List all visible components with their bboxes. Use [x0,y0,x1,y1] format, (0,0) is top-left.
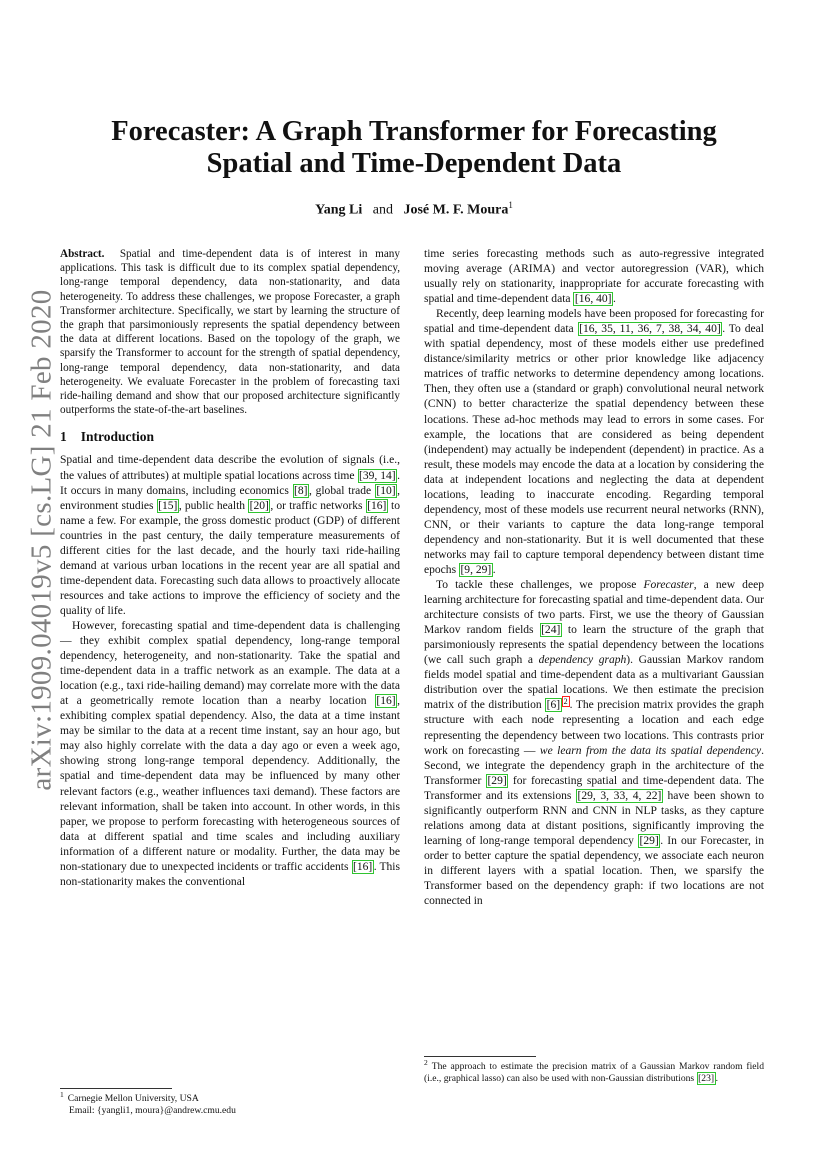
text-span: , or traffic networks [270,499,366,512]
citation-link[interactable]: [16] [367,499,387,512]
right-column [424,247,764,909]
text-span: , public health [178,499,249,512]
footnote-2: $^2$ The approach to estimate the precision matrix of a Gaussian Markov random field (i.e., graphical lasso) can also be used with non-Gaussian distributions [23] . [424,1057,764,1084]
author-jose-moura: José M. F. Moura [403,202,509,218]
section-title: Introduction [80,429,155,445]
footnote-1 [60,1089,400,1117]
footnote-link[interactable]: 2 [563,696,568,706]
text-span: for forecasting spatial and time-dependent data. The Transformer and its extensions [424,774,764,802]
abstract-label: Abstract. [60,248,105,260]
author-yang-li: Yang Li [315,202,363,218]
citation-link[interactable]: [6] [546,699,561,712]
text-span: Spatial and time-dependent data describe the evolution of signals (i.e., the values of attributes) at multiple spatial locations across time [60,454,400,482]
affiliation-text: Carnegie Mellon University, USA [67,1093,199,1104]
text-span: , global trade [309,484,375,497]
citation-link[interactable]: [16] [376,695,396,708]
section-number: 1 [60,429,67,445]
citation-link[interactable]: [15] [158,499,178,512]
text-span: have been shown to significantly outperform RNN and CNN in NLP tasks, as they capture relations among data at distant positions, significantly improving the learning of long-range temporal dependency [424,789,764,847]
citation-link[interactable]: [10] [376,484,396,497]
emphasis-learn-spatial: we learn from the data its spatial dependency [539,744,762,757]
text-span: . Second, we integrate the dependency graph in the architecture of the Transformer [424,744,764,787]
section-heading-introduction [60,429,400,444]
text-span: . It occurs in many domains, including economics [60,469,401,497]
text-span: to name a few. For example, the gross domestic product (GDP) of different countries in the past century, the daily temperature measurements of different cities for the last decade, and the hourly taxi ride-hailing demand at various urban locations in the recent year are all spatial and time-dependent data. Forecasting such data allows to proactively allocate resources and take actions to improve the efficiency of society and the quality of life. [60,499,400,617]
footnote-mark: 2 [424,1057,428,1067]
title-line-1: Forecaster: A Graph Transformer for Forecasting [111,116,717,147]
footnote-2-text: The approach to estimate the precision matrix of a Gaussian Markov random field (i.e., graphical lasso) can also be used with non-Gaussian distributions [424,1061,764,1084]
citation-link[interactable]: [29] [639,834,659,847]
citation-link[interactable]: [29] [487,774,507,787]
footnote-rule-right [424,1056,536,1057]
text-span: However, forecasting spatial and time-dependent data is challenging — they exhibit complex spatial dependency, long-range temporal dependency, heterogeneity, and non-stationarity. Take the spatial and time-dependent data in a traffic network as an example. The data at a location (e.g., taxi ride-hailing demand) may correlate more with the data at a geometrically remote location than a nearby location [60,620,400,708]
intro-paragraph-4 [424,307,764,578]
footnote-mark: 1 [60,1089,64,1099]
text-span: time series forecasting methods such as auto-regressive integrated moving average (ARIMA) and vector autoregression (VAR), which usually rely on stationarity, inappropriate for accurate forecasting with spatial and time-dependent data [424,248,764,306]
arxiv-identifier: arXiv:1909.04019v5 [cs.LG] 21 Feb 2020 [25,289,58,791]
text-span: . The precision matrix provides the graph structure with each node representing a location and each edge representing the dependency between two locations. This contrasts prior work on forecasting — [424,699,764,757]
abstract-text: Spatial and time-dependent data is of interest in many applications. This task is difficult due to its complex spatial dependency, long-range temporal dependency, data non-stationarity, and data heterogeneity. To address these challenges, we propose Forecaster, a graph Transformer architecture. Specifically, we start by learning the structure of the graph that parsimoniously represents the spatial dependency between the data at different locations. Based on the topology of the graph, we sparsify the Transformer to account for the strength of spatial dependency, long-range temporal dependency, data non-stationarity, and data heterogeneity. We evaluate Forecaster in the problem of forecasting taxi ride-hailing demand and show that our proposed architecture significantly outperforms the state-of-the-art baselines. [60,248,400,417]
citation-link[interactable]: [16, 35, 11, 36, 7, 38, 34, 40] [579,323,721,336]
paper-title [60,116,768,180]
citation-link[interactable]: [24] [541,624,561,637]
citation-link[interactable]: [16] [353,860,373,873]
text-span: Recently, deep learning models have been proposed for forecasting for spatial and time-dependent data [424,308,764,336]
text-span: , exhibiting complex spatial dependency. Also, the data at a time instant may be similar to the data at a recent time instant, say an hour ago, but may also highly correlate with the data a day ago or even a week ago, showing strong long-range temporal dependency. Additionally, the spatial and time-dependent data may be influenced by many other relevant factors (e.g., weather influences taxi demand). These factors are relevant information, shall be taken into account. In other words, in this paper, we propose to perform forecasting with heterogeneous sources of data at different spatial and time scales and including auxiliary information of a different nature or modality. Further, the data may be non-stationary due to unexpected incidents or traffic accidents [60,695,400,873]
emphasis-dependency-graph: dependency graph [538,654,627,667]
text-span: . [492,563,496,576]
citation-link[interactable]: [8] [294,484,308,497]
citation-link[interactable]: [9, 29] [460,563,492,576]
authors-and: and [372,202,393,218]
intro-paragraph-5 [424,578,764,909]
abstract [60,247,400,417]
left-column [60,247,400,890]
text-span: . To deal with spatial dependency, most of these models either use predefined distance/similarity metrics or other prior knowledge like adjacency matrices of traffic networks to determine dependency among locations. Then, they often use a (standard or graph) convolutional neural network (CNN) to better characterize the spatial dependency between these locations. These ad-hoc methods may lead to errors in some cases. For example, the locations that are considered as being dependent (independent) may actually be independent (dependent) in practice. As a result, these models may encode the data at a location by considering the data at independent locations and neglecting the data at dependent locations, leading to inaccurate encoding. Regarding temporal dependency, most of these models use recurrent neural networks (RNN), CNN, or their variants to capture the data long-range temporal dependency and non-stationarity. But it is well documented that these networks may fail to capture temporal dependency between distant time epochs [424,323,764,576]
text-span: To tackle these challenges, we propose [436,579,644,592]
affiliation-mark: 1 [508,200,513,210]
text-span: . This non-stationarity makes the conventional [60,860,401,888]
authors [60,200,768,219]
intro-paragraph-2 [60,619,400,890]
footnote-rule-left [60,1088,172,1089]
email-text: Email: {yangli1, moura}@andrew.cmu.edu [69,1104,236,1116]
citation-link[interactable]: [29, 3, 33, 4, 22] [577,789,662,802]
text-span: , a new deep learning architecture for forecasting spatial and time-dependent data. Our architecture consists of two parts. First, we use the theory of Gaussian Markov random fields [424,579,764,637]
text-span: ). Gaussian Markov random fields model spatial and time-dependent data as a multivariant Gaussian distribution over the spatial locations. We then estimate the precision matrix of the distribution [424,654,764,712]
text-span: . [612,293,616,306]
citation-link[interactable]: [16, 40] [574,293,612,306]
emphasis-forecaster: Forecaster [643,579,694,592]
title-line-2: Spatial and Time-Dependent Data [206,148,622,179]
intro-paragraph-1 [60,453,400,619]
text-span: to learn the structure of the graph that parsimoniously represents the spatial dependency between the locations (we call such graph a [424,624,764,667]
citation-link[interactable]: [39, 14] [359,469,396,482]
citation-link[interactable]: [23] [698,1072,715,1084]
intro-paragraph-3 [424,247,764,307]
text-span: , environment studies [60,484,400,512]
citation-link[interactable]: [20] [249,499,269,512]
text-span: . In our Forecaster, in order to better capture the spatial dependency, we associate each neuron in different layers with a spatial location. Then, we sparsify the Transformer based on the dependency graph: if two locations are not connected in [424,834,764,908]
